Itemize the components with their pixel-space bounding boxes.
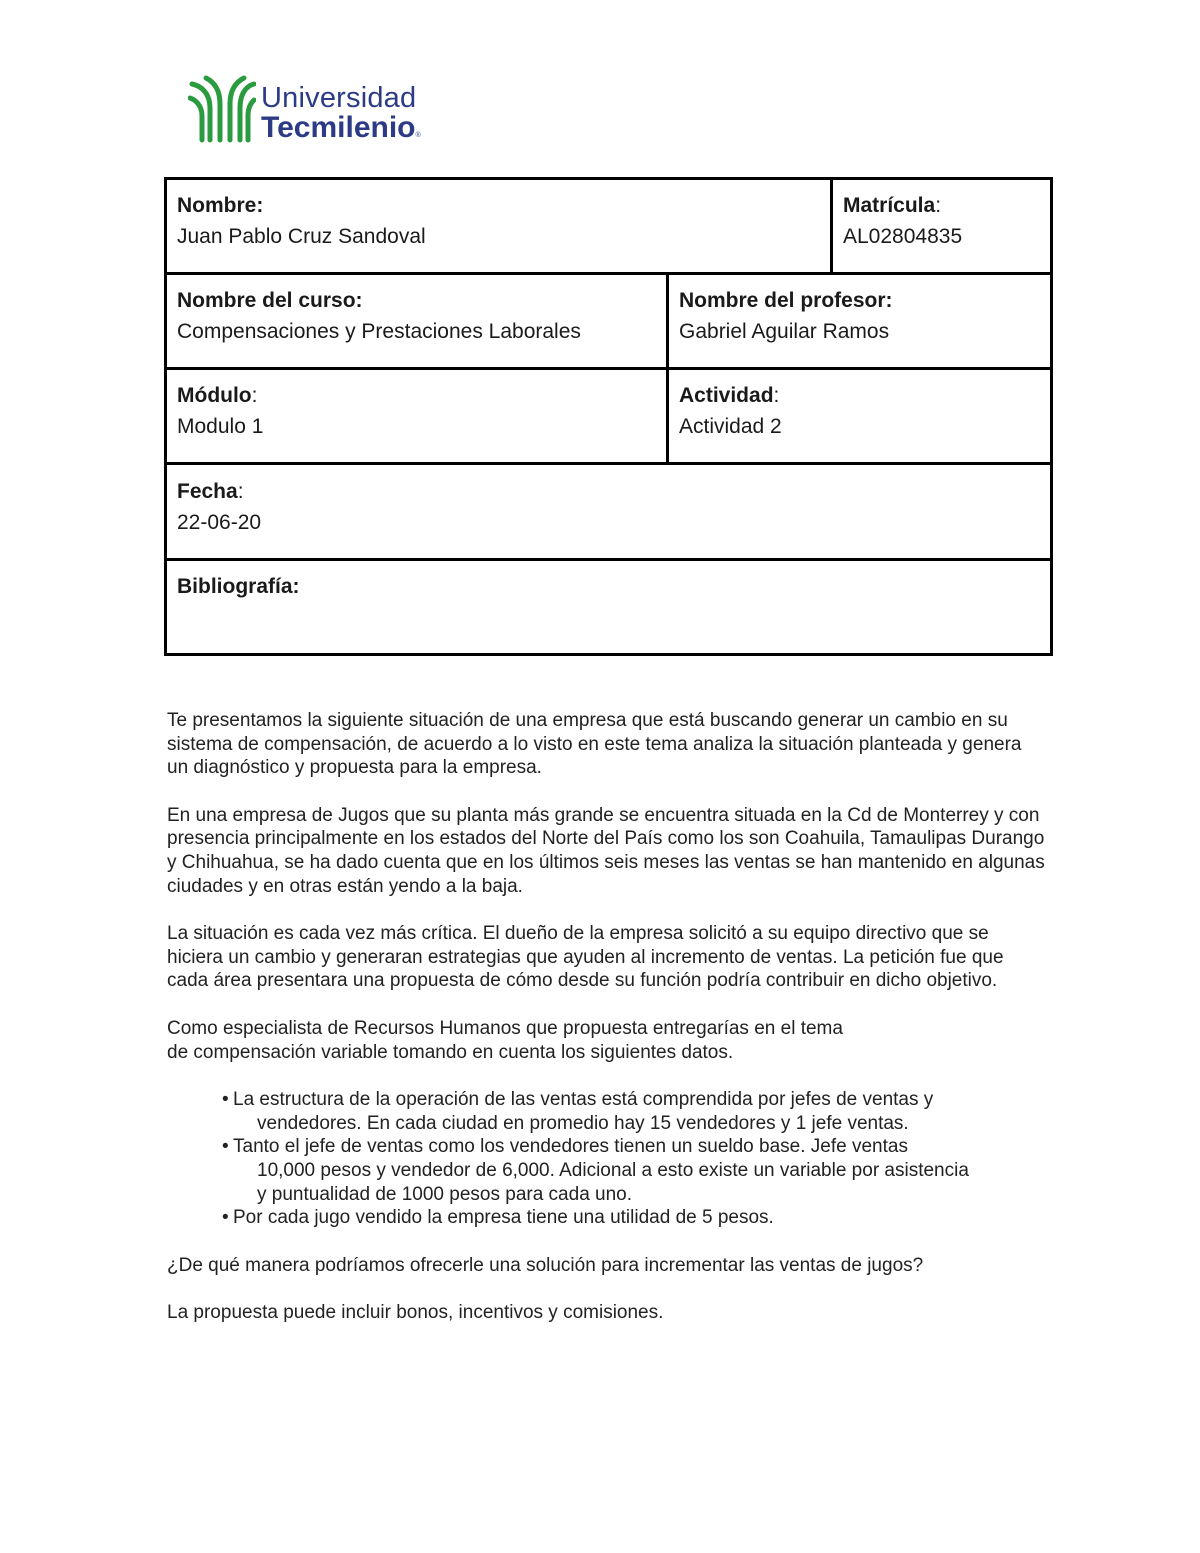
modulo-value: Modulo 1 <box>177 415 264 438</box>
matricula-value: AL02804835 <box>843 225 963 248</box>
profesor-value: Gabriel Aguilar Ramos <box>679 320 890 343</box>
profesor-label: Nombre del profesor: <box>679 289 893 312</box>
bibliografia-label: Bibliografía: <box>177 575 300 598</box>
list-item <box>222 1135 1047 1206</box>
list-item-line: 10,000 pesos y vendedor de 6,000. Adicional a esto existe un variable por asistencia <box>257 1159 969 1181</box>
paragraph-proposal: La propuesta puede incluir bonos, incentivos y comisiones. <box>167 1302 664 1324</box>
paragraph-question-setup-line1: Como especialista de Recursos Humanos que propuesta entregarías en el tema <box>167 1017 843 1039</box>
matricula-label: Matrícula <box>843 194 936 217</box>
list-item-line: Tanto el jefe de ventas como los vendedores tienen un sueldo base. Jefe ventas <box>233 1136 908 1158</box>
bullet-icon: • <box>222 1089 229 1111</box>
nombre-label: Nombre: <box>177 194 264 217</box>
paragraph-question-setup-line2: de compensación variable tomando en cuenta los siguientes datos. <box>167 1041 734 1063</box>
activity-instructions <box>167 709 1047 1349</box>
bullet-icon: • <box>222 1136 229 1158</box>
modulo-colon: : <box>251 384 258 407</box>
student-info-table <box>164 177 1053 656</box>
list-item-line: y puntualidad de 1000 pesos para cada uno. <box>257 1183 633 1205</box>
fecha-colon: : <box>237 480 244 503</box>
paragraph-question: ¿De qué manera podríamos ofrecerle una solución para incrementar las ventas de jugos? <box>167 1254 924 1276</box>
list-item <box>222 1206 1047 1230</box>
curso-value: Compensaciones y Prestaciones Laborales <box>177 320 581 343</box>
cell-actividad <box>669 370 1050 462</box>
list-item <box>222 1088 1047 1135</box>
row-divider <box>167 462 1050 465</box>
tecmilenio-leaf-icon <box>188 74 256 144</box>
paragraph-question-setup <box>167 1017 1047 1064</box>
bullet-icon: • <box>222 1207 229 1229</box>
cell-profesor <box>669 275 1050 367</box>
paragraph-intro: Te presentamos la siguiente situación de una empresa que está buscando generar un cambio en su sistema de compensación, de acuerdo a lo visto en este tema analiza la situación planteada y genera un diagnóstico y propuesta para la empresa. <box>167 710 1022 779</box>
nombre-value: Juan Pablo Cruz Sandoval <box>177 225 426 248</box>
university-logo <box>188 74 438 146</box>
list-item-line: vendedores. En cada ciudad en promedio hay 15 vendedores y 1 jefe ventas. <box>257 1112 909 1134</box>
list-item-line: Por cada jugo vendido la empresa tiene una utilidad de 5 pesos. <box>233 1207 774 1229</box>
fecha-value: 22-06-20 <box>177 511 262 534</box>
cell-modulo <box>167 370 666 462</box>
actividad-value: Actividad 2 <box>679 415 782 438</box>
cell-curso <box>167 275 666 367</box>
paragraph-critical: La situación es cada vez más crítica. El dueño de la empresa solicitó a su equipo directivo que se hiciera un cambio y generaran estrategias que ayuden al incremento de ventas. La petición fue que cada área presentara una propuesta de cómo desde su función podría contribuir en dicho objetivo. <box>167 923 1004 992</box>
registered-mark: ® <box>415 132 421 139</box>
logo-line-universidad: Universidad <box>261 82 417 114</box>
matricula-colon: : <box>935 194 942 217</box>
cell-bibliografia <box>167 561 1050 653</box>
paragraph-situation: En una empresa de Jugos que su planta más grande se encuentra situada en la Cd de Monterrey y con presencia principalmente en los estados del Norte del País como los son Coahuila, Tamaulipas Durango y Chihuahua, se ha dado cuenta que en los últimos seis meses las ventas se han mantenido en algunas ciudades y en otras están yendo a la baja. <box>167 804 1045 897</box>
cell-fecha <box>167 466 1050 558</box>
list-item-line: La estructura de la operación de las ventas está comprendida por jefes de ventas y <box>233 1089 934 1111</box>
fecha-label: Fecha <box>177 480 238 503</box>
cell-nombre <box>167 180 830 272</box>
curso-label: Nombre del curso: <box>177 289 363 312</box>
logo-line-tecmilenio: Tecmilenio® <box>261 111 421 144</box>
actividad-label: Actividad <box>679 384 774 407</box>
data-bullet-list <box>167 1088 1047 1230</box>
modulo-label: Módulo <box>177 384 252 407</box>
actividad-colon: : <box>773 384 780 407</box>
cell-matricula <box>833 180 1050 272</box>
